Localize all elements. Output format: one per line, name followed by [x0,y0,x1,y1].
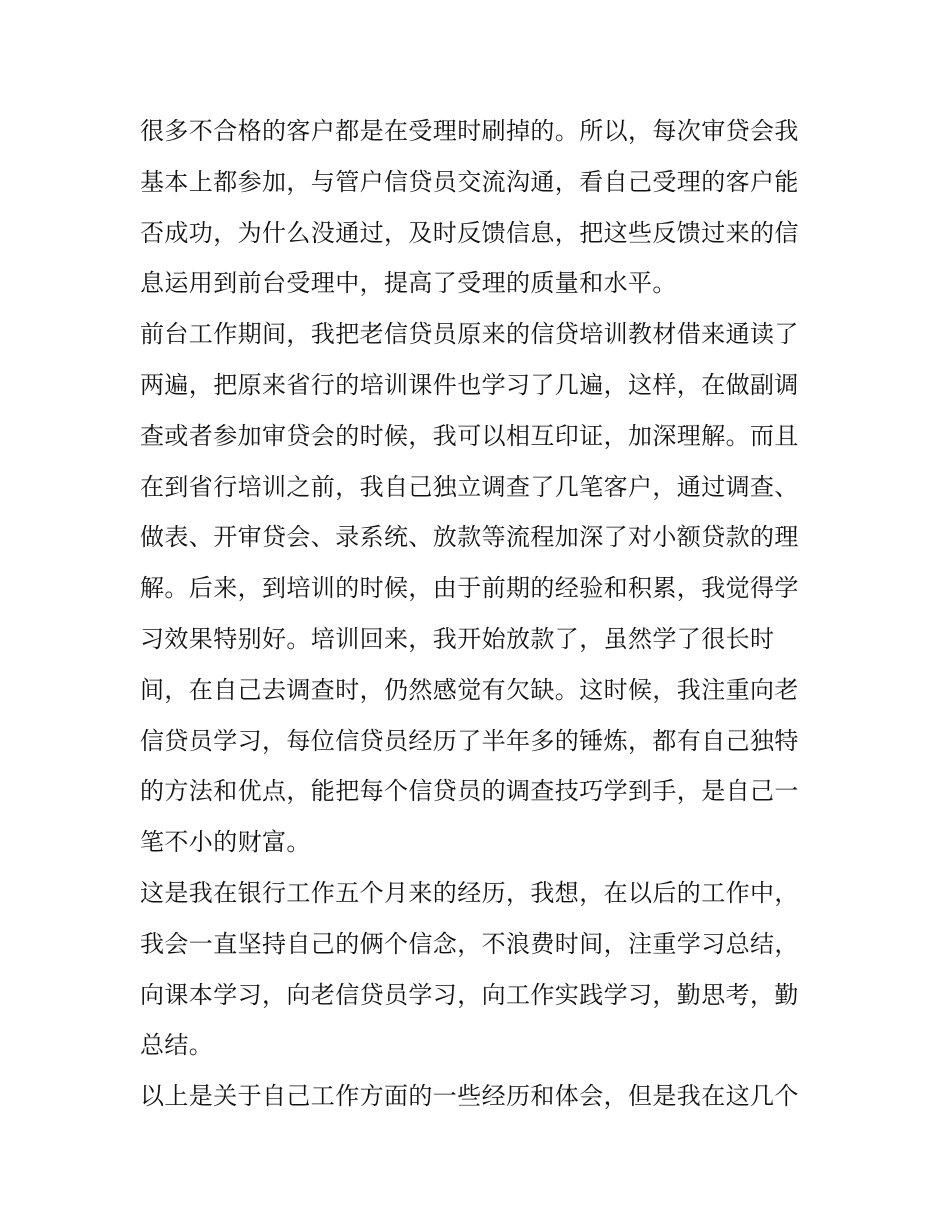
text-line: 解。后来，到培训的时候，由于前期的经验和积累，我觉得学 [140,574,799,603]
text-line: 做表、开审贷会、录系统、放款等流程加深了对小额贷款的理 [140,523,799,552]
text-line: 否成功，为什么没通过，及时反馈信息，把这些反馈过来的信 [140,218,799,247]
text-line: 信贷员学习，每位信贷员经历了半年多的锤炼，都有自己独特 [140,726,799,755]
text-line: 间，在自己去调查时，仍然感觉有欠缺。这时候，我注重向老 [140,675,799,704]
text-line: 很多不合格的客户都是在受理时刷掉的。所以，每次审贷会我 [140,117,799,145]
document-body [140,106,820,1122]
text-line: 我会一直坚持自己的俩个信念，不浪费时间，注重学习总结， [140,929,799,958]
text-line: 的方法和优点，能把每个信贷员的调查技巧学到手，是自己一 [140,777,799,806]
text-line: 向课本学习，向老信贷员学习，向工作实践学习，勤思考，勤 [140,980,799,1009]
text-line: 在到省行培训之前，我自己独立调查了几笔客户，通过调查、 [140,472,799,501]
text-line: 以上是关于自己工作方面的一些经历和体会，但是我在这几个 [140,1082,799,1111]
text-line: 这是我在银行工作五个月来的经历，我想，在以后的工作中， [140,878,799,907]
text-line: 两遍，把原来省行的培训课件也学习了几遍，这样，在做副调 [140,370,799,399]
text-line: 习效果特别好。培训回来，我开始放款了，虽然学了很长时 [140,624,775,653]
text-line: 查或者参加审贷会的时候，我可以相互印证，加深理解。而且 [140,421,799,450]
text-line: 基本上都参加，与管户信贷员交流沟通，看自己受理的客户能 [140,167,799,196]
text-line: 总结。 [140,1031,214,1060]
text-line: 笔不小的财富。 [140,828,311,857]
text-line: 息运用到前台受理中，提高了受理的质量和水平。 [140,269,677,298]
text-line: 前台工作期间，我把老信贷员原来的信贷培训教材借来通读了 [140,320,799,349]
